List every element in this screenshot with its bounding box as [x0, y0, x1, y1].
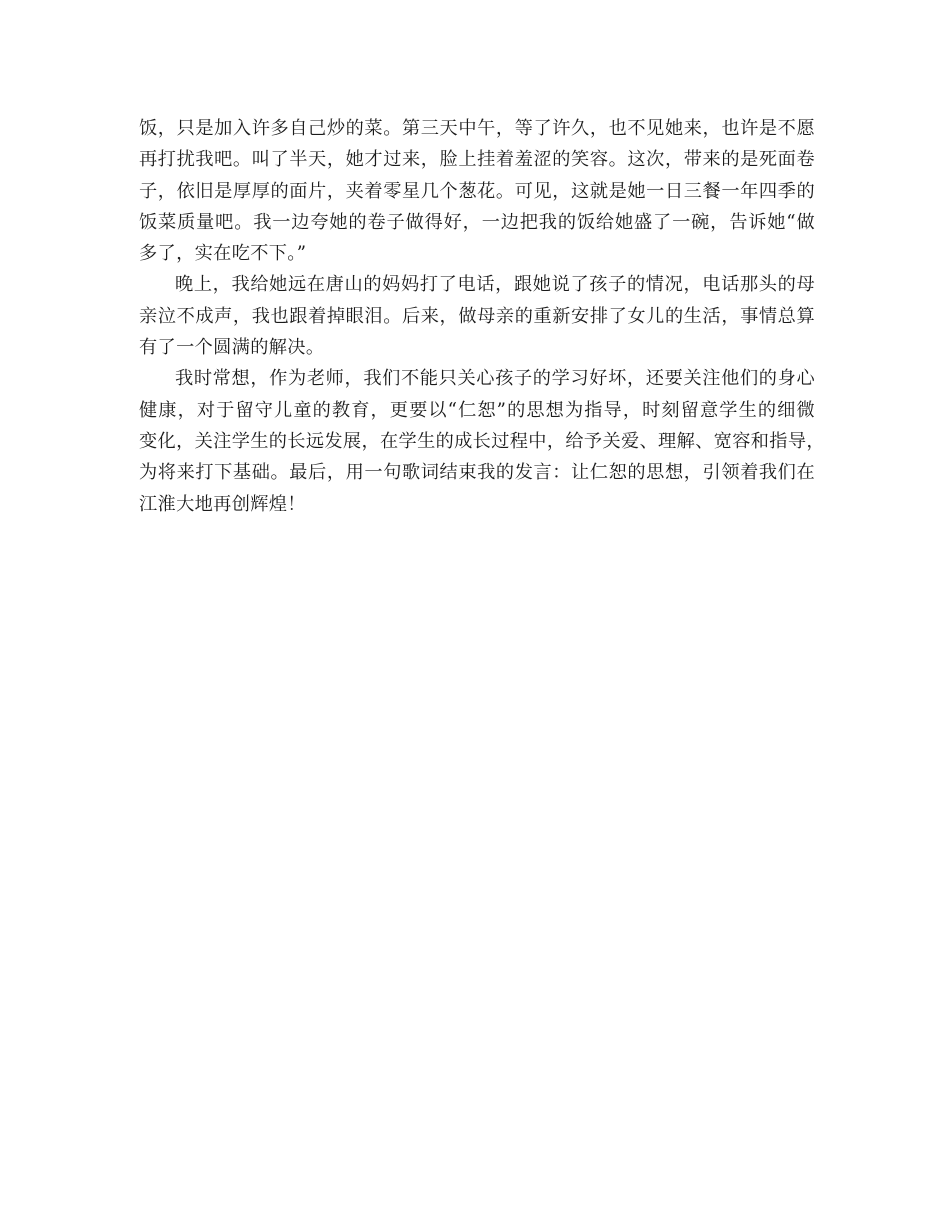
- paragraph-1: [139, 113, 815, 269]
- document-body: [139, 113, 825, 520]
- text-line: 饭，只是加入许多自己炒的菜。第三天中午，等了许久，也不见她来，也许是不愿: [139, 118, 815, 139]
- text-line: 变化，关注学生的长远发展，在学生的成长过程中，给予关爱、理解、宽容和指导，: [139, 430, 825, 452]
- text-line: 江淮大地再创辉煌！: [139, 493, 306, 515]
- text-line: 有了一个圆满的解决。: [139, 337, 325, 359]
- text-line: 饭菜质量吧。我一边夸她的卷子做得好，一边把我的饭给她盛了一碗，告诉她“做: [139, 211, 815, 233]
- text-line: 子，依旧是厚厚的面片，夹着零星几个葱花。可见，这就是她一日三餐一年四季的: [139, 180, 815, 202]
- text-line: 晚上，我给她远在唐山的妈妈打了电话，跟她说了孩子的情况，电话那头的母: [175, 274, 815, 296]
- text-line: 亲泣不成声，我也跟着掉眼泪。后来，做母亲的重新安排了女儿的生活，事情总算: [139, 305, 815, 327]
- text-line: 为将来打下基础。最后，用一句歌词结束我的发言：让仁恕的思想，引领着我们在: [139, 462, 815, 484]
- text-line: 我时常想，作为老师，我们不能只关心孩子的学习好坏，还要关注他们的身心: [175, 368, 815, 390]
- text-line: 健康，对于留守儿童的教育，更要以“仁恕”的思想为指导，时刻留意学生的细微: [139, 399, 815, 421]
- paragraph-3: [139, 363, 825, 519]
- paragraph-2: [139, 269, 815, 363]
- text-line: 再打扰我吧。叫了半天，她才过来，脸上挂着羞涩的笑容。这次，带来的是死面卷: [139, 149, 815, 171]
- text-line: 多了，实在吃不下。”: [139, 243, 307, 265]
